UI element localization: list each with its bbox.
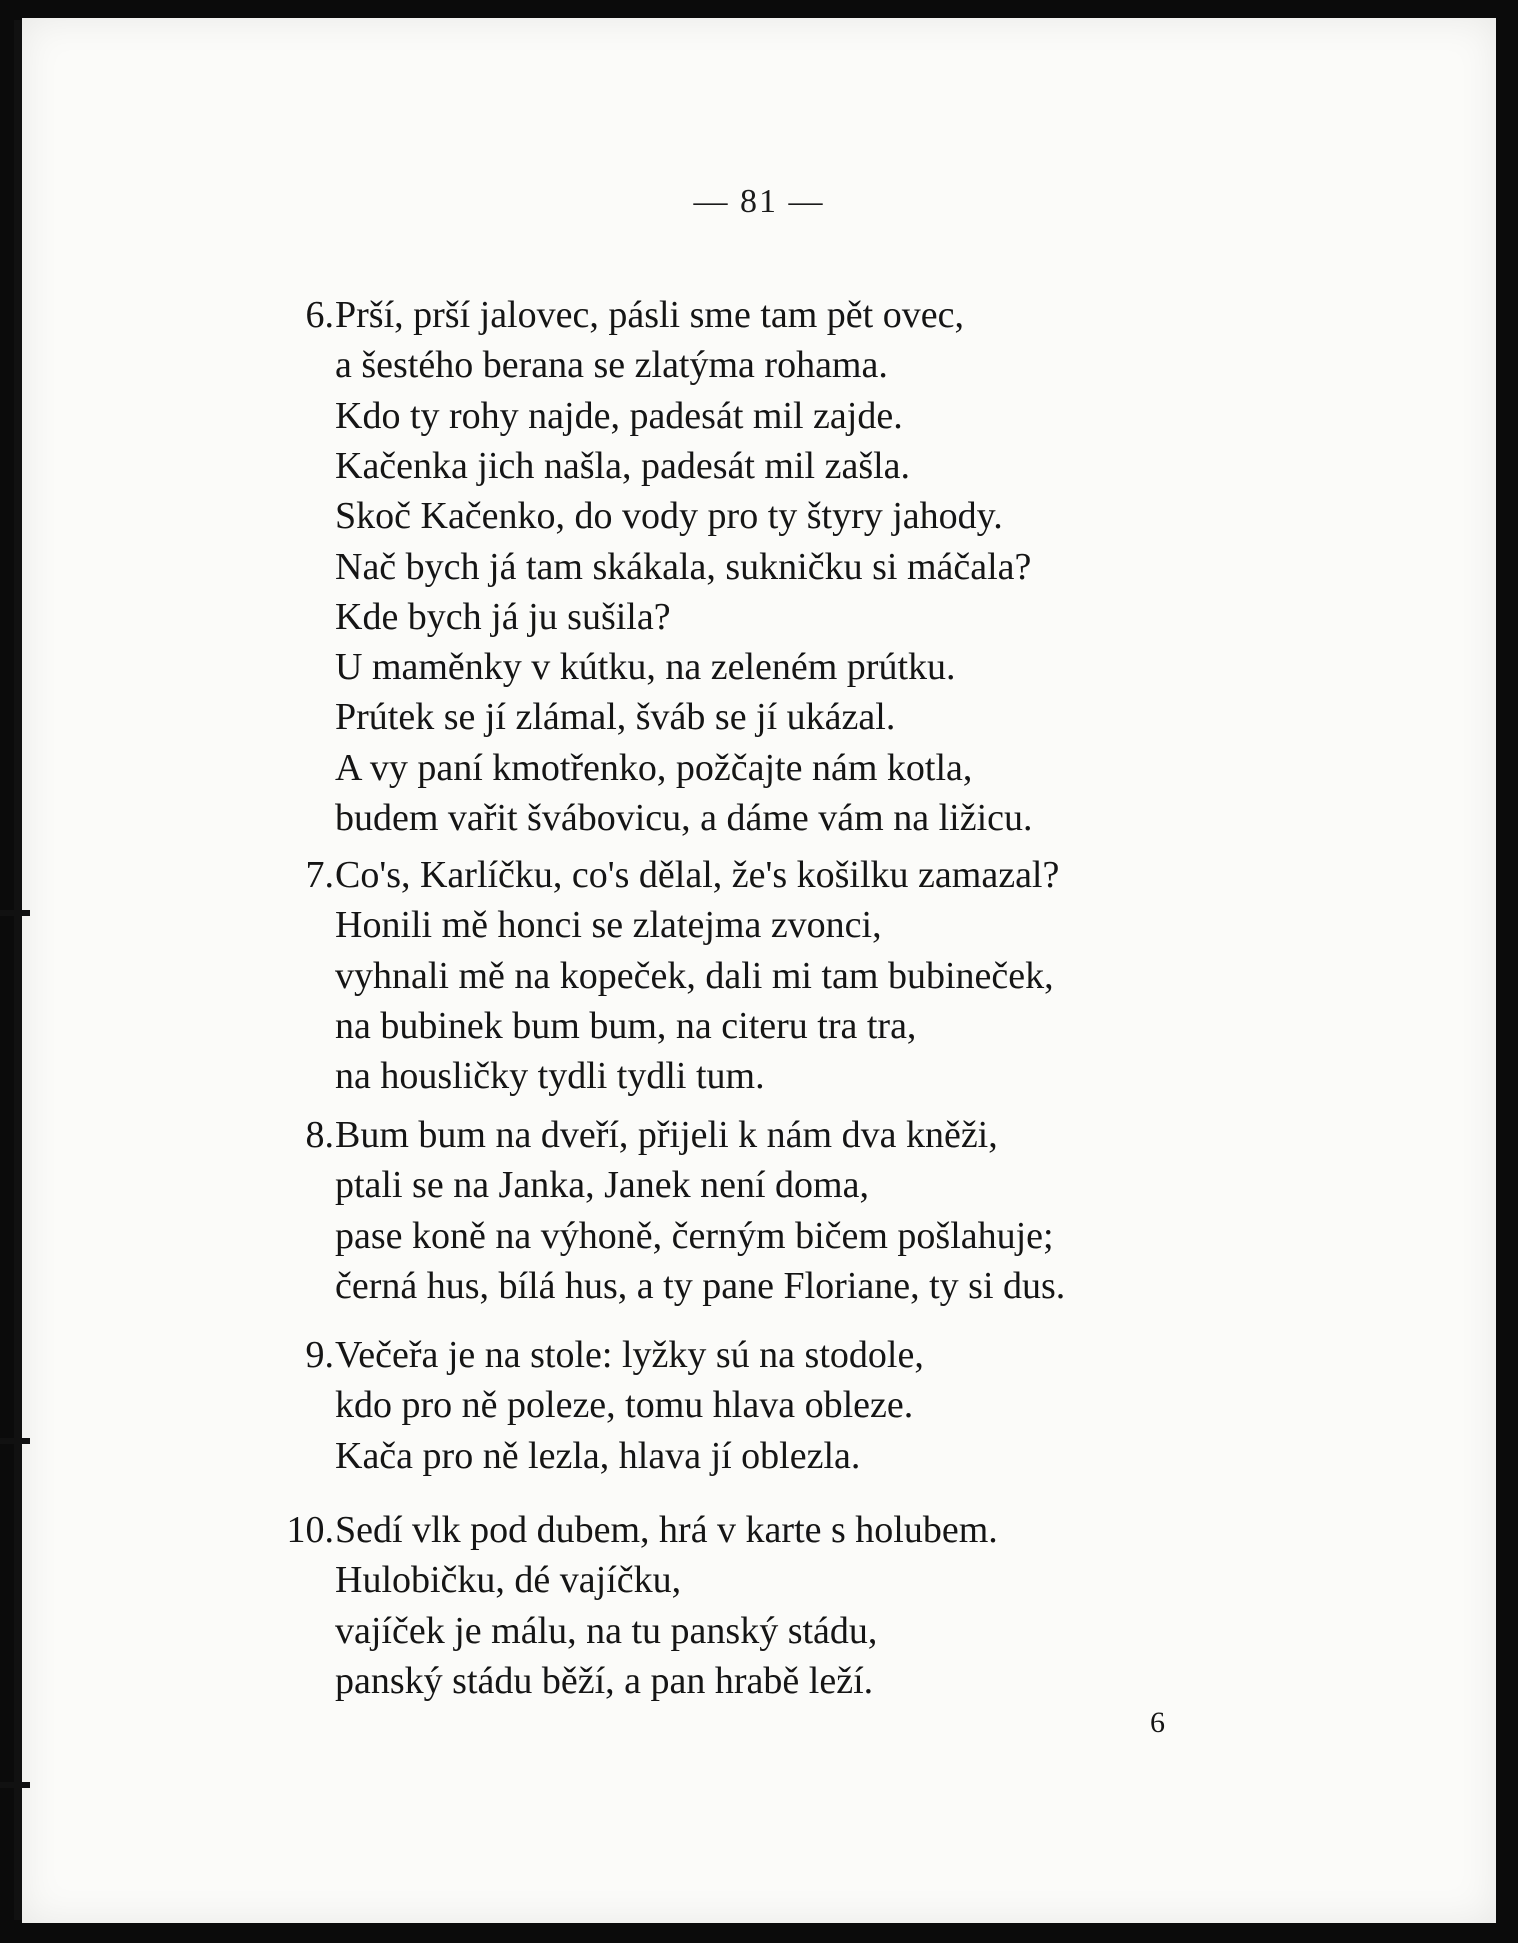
verse-line: a šestého berana se zlatýma rohama. [335,344,888,387]
verse-line: Prútek se jí zlámal, šváb se jí ukázal. [335,696,896,739]
binding-tick [0,1438,30,1444]
verse-line: pase koně na výhoně, černým bičem pošlahuje; [335,1214,1054,1257]
verse-line: U maměnky v kútku, na zeleném prútku. [335,646,956,689]
verse-line: Bum bum na dveří, přijeli k nám dva kněži, [335,1114,998,1156]
printer-signature-mark: 6 [1150,1706,1165,1739]
verse-line: Kde bych já ju sušila? [335,595,671,638]
verse-line: panský stádu běží, a pan hrabě leží. [335,1659,874,1702]
verse-number: 10. [286,1509,334,1551]
verse-line: Kačenka jich našla, padesát mil zašla. [335,444,911,487]
verse-number: 8. [305,1114,334,1156]
verse-line: vyhnali mě na kopeček, dali mi tam bubineček, [335,954,1054,997]
verse-number: 7. [305,854,334,896]
verse-line: ptali se na Janka, Janek není doma, [335,1164,869,1207]
verse-line: Skoč Kačenko, do vody pro ty štyry jahody. [335,495,1003,538]
verse-line: na housličky tydli tydli tum. [335,1055,765,1098]
verse-line: na bubinek bum bum, na citeru tra tra, [335,1004,917,1047]
verse-line: černá hus, bílá hus, a ty pane Floriane, ty si dus. [335,1264,1066,1307]
verse-line: A vy paní kmotřenko, požčajte nám kotla, [335,746,973,789]
page-number: — 81 — [693,183,825,220]
verse-line: Sedí vlk pod dubem, hrá v karte s holubem. [335,1509,998,1551]
verse-line: Hulobičku, dé vajíčku, [335,1559,682,1602]
verse-line: Honili mě honci se zlatejma zvonci, [335,904,882,947]
book-page [22,18,1496,1923]
verse-line: budem vařit švábovicu, a dáme vám na ližicu. [335,797,1033,839]
verse-line: Co's, Karlíčku, co's dělal, že's košilku zamazal? [335,854,1060,896]
verse-line: kdo pro ně poleze, tomu hlava obleze. [335,1384,914,1427]
verse-line: vajíček je málu, na tu panský stádu, [335,1609,878,1652]
binding-tick [0,1782,30,1788]
verse-number: 9. [305,1334,334,1376]
verse-line: Večeřa je na stole: lyžky sú na stodole, [335,1334,924,1376]
binding-tick [0,910,30,916]
verse-line: Kača pro ně lezla, hlava jí oblezla. [335,1434,861,1477]
verse-line: Nač bych já tam skákala, sukničku si máčala? [335,545,1032,588]
verse-line: Kdo ty rohy najde, padesát mil zajde. [335,394,903,437]
binding-edge [14,20,22,1920]
verse-line: Prší, prší jalovec, pásli sme tam pět ovec, [335,294,964,336]
verse-number: 6. [305,294,334,336]
